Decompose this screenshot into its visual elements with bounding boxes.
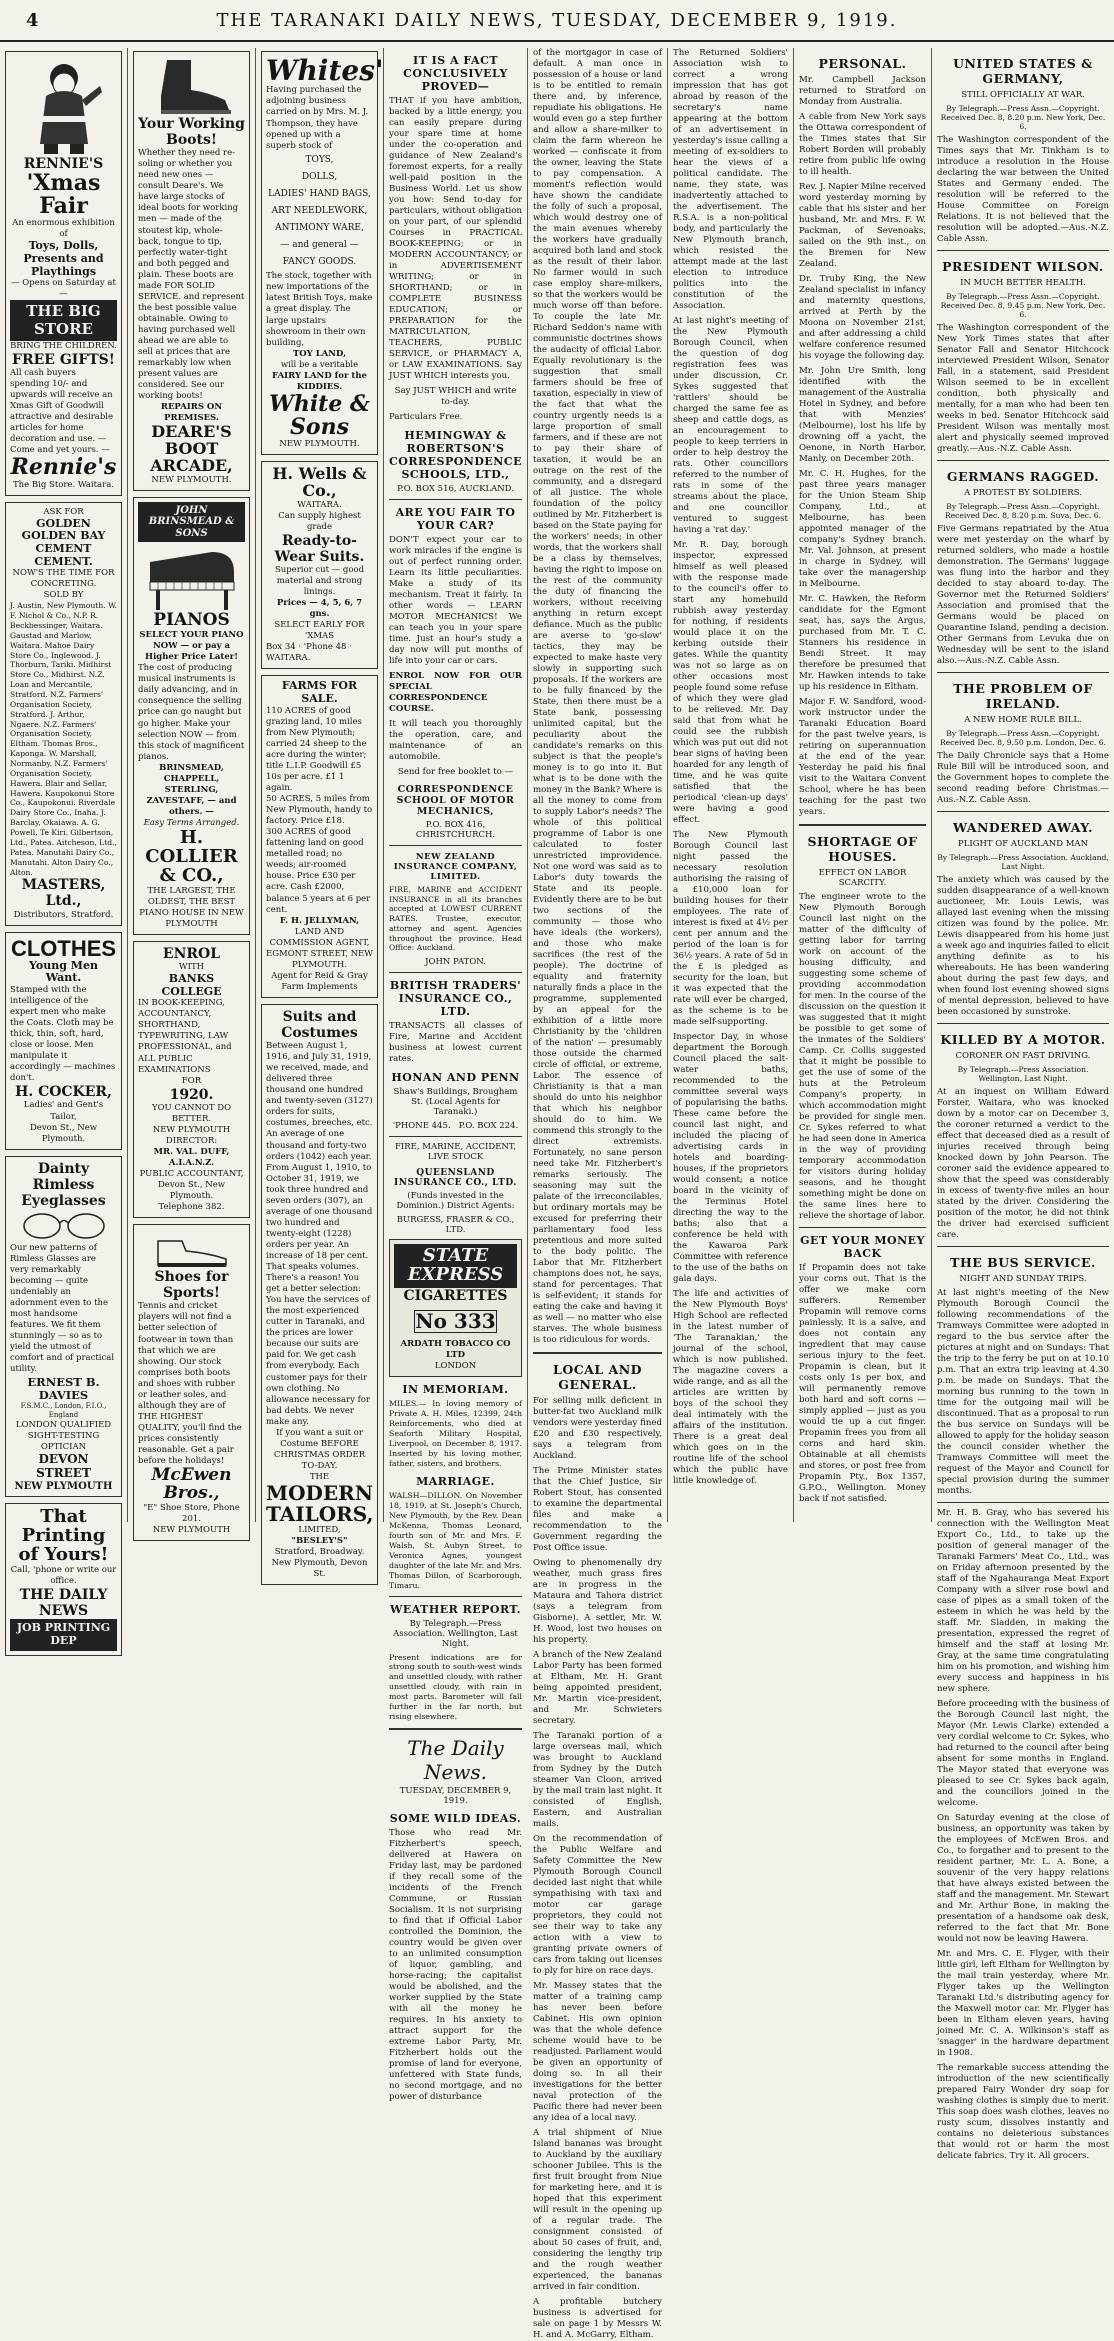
cable-title: GERMANS RAGGED.: [946, 469, 1100, 484]
modern-ltd: LIMITED,: [298, 1524, 341, 1535]
news-item: Mr. R. Day, borough inspector, expressed himself as well pleased with the response made to the council's offer to start any homebuild rubbish away yesterday for nothing, if residents would place it on the kerbing outside their gates. While the quantity was not so large as on other occasions most people found some refuse of which they were glad to be relieved. Mr. Day said that from what he could see the rubbish which was put out did not bear signs of having been hoarded for any length of time, and he was quite satisfied that the periodical 'clean-up days' were having a good effect.: [673, 540, 788, 825]
farm-entry: 50 ACRES, 5 miles from New Plymouth, handy to factory. Price £18.: [266, 794, 373, 827]
whites-body: The stock, together with new importations of the latest British Toys, make a great display. The large upstairs showroom in their own building,: [266, 271, 373, 348]
queensland-name: QUEENSLAND INSURANCE CO., LTD.: [394, 1168, 517, 1189]
farm-entry: 300 ACRES of good fattening land on good metalled road; no weeds; air-roomed house. Price £30 per acre. Cash £2000, balance 5 years at 6 per cent.: [266, 827, 371, 915]
money-body: If Propamin does not take your corns out. That is the offer we make corn sufferers. Remember Propamin will remove corns painlessly. It is a salve, and does not contain any ingredient that may cause serious injury to the feet. Propamin is clean, but it costs only 1s per box, and will permanently remove both hard and soft corns — simply applied — just as you would tie up a cut finger. Propamin frees you from all corns and hard skin. Obtainable at all chemists and stores, or post free from Propamin Pty., Box 1357, G.P.O., Wellington. Money back if not satisfied.: [799, 1263, 926, 1504]
rennie-body: An enormous exhibition of: [12, 218, 115, 240]
cable-title: WANDERED AWAY.: [953, 820, 1093, 835]
nz-insurance-name: NEW ZEALAND INSURANCE COMPANY, LIMITED.: [393, 852, 518, 882]
mcewen-left: "E" Shoe Store,: [143, 1502, 211, 1513]
boot-illustration: [147, 56, 237, 116]
davies-town: NEW PLYMOUTH: [14, 1480, 113, 1492]
modern-right: New Plymouth, Devon St.: [271, 1558, 368, 1580]
ardath-number: No 333: [415, 1308, 496, 1333]
rennie-logo: Rennie's: [10, 454, 117, 481]
banks-ad: [133, 941, 250, 1218]
santa-illustration: [24, 56, 104, 156]
editorial-body: Those who read Mr. Fitzherbert's speech, delivered at Hawera on Friday last, may be pardoned if they recall some of the incidents of the French Commune, or Russian Socialism. It is not surprising to find that if Official Labor controlled the Dominion, the country would be given over to an unlimited consumption of liquor, gambling, and horse-racing; the capitalist would be abolished, and the worker supplied by the State with all the money he requires. In his anxiety to attract support for the extreme Labor Party, Mr. Fitzherbert holds out the promise of land for everyone, unfettered with State funds, no second mortgage, and no power of disturbance: [389, 1828, 522, 2103]
news-item: Inspector Day, in whose department the Borough Council placed the salt-water baths, recommended to the committee several ways of popularising the baths. These came before the council last night, and included the placing of advertising cards in hotels and boarding-houses, if the proprietors would consent; a notice board in the vicinity of the Terminus Hotel directing the way to the baths; also that a conference be held with the Kawaroa Park Committee with reference to the use of the baths on gala days.: [673, 1032, 788, 1284]
wells-phone: 'Phone 48: [303, 642, 347, 653]
banks-with: WITH: [178, 961, 205, 972]
shortage-title: SHORTAGE OF HOUSES.: [807, 834, 918, 864]
personal-item: Dr. Truby King, the New Zealand specialist in infancy and maternity questions, arrived at Perth by the Moona on November 21st, and after addressing a child welfare conference resumed his voyage the following day.: [799, 274, 926, 361]
motor-addr: P.O. BOX 416, CHRISTCHURCH.: [415, 820, 496, 840]
memoriam-body: MILES.— In loving memory of Private A. H. Miles, 12399, 24th Reinforcements, who died at Seaforth Military Hospital, Liverpool, on December 8, 1917. Inserted by his loving mother, father, sisters, and brothers.: [389, 1399, 522, 1468]
collier-body: The cost of producing musical instruments is daily advancing, and in consequence the selling price can go naught but go higher. Make your selection NOW — from this stock of magnificent pianos.: [138, 663, 245, 762]
whites-items: [266, 152, 373, 272]
cocker-left: Devon St.,: [29, 1122, 75, 1133]
wells-select: SELECT EARLY FOR 'XMAS: [274, 620, 365, 642]
deare-repairs: REPAIRS ON PREMISES.: [160, 402, 223, 424]
whites-item: DOLLS,: [301, 171, 338, 182]
british-traders-name: BRITISH TRADERS' INSURANCE CO., LTD.: [389, 979, 522, 1019]
collier-terms: Easy Terms Arranged.: [143, 817, 240, 828]
cable-sub: A NEW HOME RULE BILL.: [964, 715, 1082, 725]
collier-headline: PIANOS: [153, 610, 230, 631]
cable-title: UNITED STATES & GERMANY,: [953, 56, 1093, 86]
wells-box: Box 34: [266, 642, 296, 653]
banks-year: 1920.: [169, 1086, 214, 1103]
cable-section: [937, 259, 1109, 455]
cable-sub: IN MUCH BETTER HEALTH.: [960, 278, 1086, 288]
modern-left: Stratford, Broadway.: [274, 1547, 365, 1558]
col8-continuation: [937, 1508, 1109, 2162]
page-number: 4: [26, 10, 39, 31]
cable-title: KILLED BY A MOTOR.: [940, 1032, 1106, 1047]
local-item: For selling milk deficient in butter-fat two Auckland milk vendors were yesterday fined £20 and £30 respectively, says a telegram from Auckland.: [533, 1396, 662, 1461]
collier-name: H. COLLIER & CO.,: [145, 826, 238, 886]
farms-title: FARMS FOR SALE.: [281, 679, 358, 706]
masters-left: Distributors,: [13, 909, 69, 920]
marriage-body: WALSH—DILLON. On November 18, 1919, at St. Joseph's Church, New Plymouth, by the Rev. Dean McKenna, Thomas Leonard, fourth son of Mr. and Mrs. F. Walsh, St. Aubyn Street, to Veronica Agnes, youngest daughter of the late Mr. and Mrs. Thomas Dillon, of Scarborough, Timaru.: [389, 1490, 522, 1590]
cable-byline: By Telegraph.—Press Association. Wellington, Last Night.: [957, 1065, 1089, 1083]
mcewen-right: Phone 201.: [182, 1502, 240, 1524]
local-item: A trial shipment of Niue Island bananas was brought to Auckland by the auxiliary schooner Jubilee. This is the first fruit brought from Niue for marketing here, and it is hoped that this experiment will result in the opening up of a regular trade. The consignment consisted of about 50 cases of fruit, and, considering the lengthy trip and the rough weather experienced, the bananas arrived in fair condition.: [533, 2128, 662, 2292]
whites-toyland: TOY LAND,: [292, 348, 347, 359]
local-general-title: LOCAL AND GENERAL.: [553, 1362, 642, 1392]
mcewen-ad: [133, 1224, 250, 1541]
rennie-ad: [5, 51, 122, 496]
cable-body: Five Germans repatriated by the Atua were met yesterday on the wharf by returned soldiers, who made a hostile demonstration. The Germans' luggage was flung into the harbor and they decided to stay aboard to-day. The Governor met the Returned Soldiers' Association and promised that the Germans would be placed on Quarantine Island, pending a decision. Other Germans from Levuka due on Wednesday will be sent to the island also.—Aus.-N.Z. Cable Assn.: [937, 524, 1109, 666]
cable-title: PRESIDENT WILSON.: [942, 259, 1104, 274]
mcewen-town: NEW PLYMOUTH: [152, 1524, 231, 1535]
banks-left: Devon St.,: [157, 1180, 203, 1191]
mcewen-body: Tennis and cricket players will not find a better selection of footwear in town than that which we are showing. Our stock comprises both boots and shoes with rubber or leather soles, and although they are of THE HIGHEST QUALITY, you'll find the prices consistently reasonable. Get a pair before the holidays!: [138, 1301, 242, 1467]
deare-headline: Your Working Boots!: [138, 116, 245, 149]
british-traders-box: P.O. BOX 224.: [458, 1121, 519, 1132]
news-item: The life and activities of the New Plymouth Boys' High School are reflected in the latest number of 'The Taranakian,' the journal of the school, which is now published. The magazine covers a wide range, and as all the articles are written by boys of the school they deal intimately with the affairs of the institution. There is a great deal which goes on in the routine life of the school which the public have little knowledge of.: [673, 1289, 788, 1486]
collier-offer: SELECT YOUR PIANO NOW — or pay a Higher Price Later!: [139, 630, 244, 663]
weather-byline: By Telegraph.—Press Association. Wellington, Last Night.: [393, 1618, 518, 1649]
local-item: The Taranaki portion of a large overseas mail, which was brought to Auckland from Sydney by the Dutch steamer Van Cloon, arrived by the mail train last night. It consisted of English, Eastern, and Australian mails.: [533, 1731, 662, 1829]
davies-cred: F.S.M.C., London, F.I.O., England: [20, 1401, 107, 1420]
column-2: [128, 48, 256, 1535]
weather-body: Present indications are for strong south to south-west winds and unsettled cloudy, with rather unsettled cloudy, with rain in most parts. Barometer will fall further in the far north, but rising elsewhere.: [389, 1652, 522, 1722]
cocker-sub: Young Men Want.: [29, 958, 98, 985]
wells-body: Superior cut — good material and strong linings.: [274, 565, 365, 598]
queensland-title: FIRE, MARINE, ACCIDENT, LIVE STOCK: [395, 1142, 516, 1163]
wells-ad: H. Wells & Co., WAITARA. Can supply highest grade Ready-to-Wear Suits. Superior cut — good material and strong linings. Prices — 4, 5, 6, 7 gns. SELECT EARLY FOR 'XMAS Box 34 · 'Phone 48 · WAITARA.: [261, 461, 378, 669]
local-item: Mr. Massey states that the matter of a training camp has never been before Cabinet. His own opinion was that the whole defence scheme would have to be readjusted. Parliament would be given an opportunity of doing so. In all their investigations for the better naval protection of the Pacific there had never been any idea of a local navy.: [533, 1981, 662, 2123]
farms-agent: F. H. JELLYMAN,: [279, 915, 360, 926]
news-item: The Returned Soldiers' Association wish to correct a wrong impression that has got abroad by reason of the secretary's name appearing at the bottom of an advertisement in yesterday's issue calling a meeting of ex-soldiers to hear the views of a political candidate. The name, they state, was inadvertently attached to the advertisement. The R.S.A. is a non-political body, and particularly the New Plymouth branch, which resisted the attempt made at the last election to introduce politics into the constitution of the Association.: [673, 48, 788, 311]
cable-section: [937, 469, 1109, 667]
editorial-title: SOME WILD IDEAS.: [389, 1812, 522, 1826]
banks-name: MR. VAL. DUFF, A.I.A.N.Z.: [153, 1146, 230, 1168]
wells-right: WAITARA.: [266, 653, 311, 664]
masters-ad: [5, 502, 122, 926]
davies-body: Our new patterns of Rimless Glasses are very remarkably becoming — quite undeniably an adornment even to the most handsome features. We fit them stunningly — so as to yield the utmost of comfort and of practical utility.: [10, 1242, 115, 1375]
whites-item: LADIES' HAND BAGS,: [268, 188, 371, 199]
wells-supply: Can supply highest grade: [278, 510, 361, 532]
news-item: The remarkable success attending the introduction of the new scientifically prepared Fairy Wonder dry soap for washing clothes is simply due to merit. This soap does wash clothes, leaves no rusty scum, dissolves instantly and contains no deleterious substances that would rot or harm the most delicate fabrics. Try it. All grocers.: [937, 2063, 1109, 2161]
cable-section: [937, 820, 1109, 1018]
cocker-ad: [5, 932, 122, 1150]
whites-item: ART NEEDLEWORK,: [271, 205, 368, 216]
personal-item: Major F. W. Sandford, wood-work instructor under the Taranaki Education Board for the past twelve years, is retiring on superannuation at the end of the year. Yesterday he paid his final visit to the Waitara Convent School, where he has been teaching for the past two years.: [799, 697, 926, 817]
modern-tailors-ad: [261, 1004, 378, 1585]
printing-dept: JOB PRINTING DEP: [10, 1619, 117, 1650]
modern-the: THE: [309, 1471, 330, 1482]
hemingway-name: HEMINGWAY & ROBERTSON'S CORRESPONDENCE SCHOOLS, LTD.,: [389, 429, 522, 481]
rennie-headline: 'Xmas Fair: [26, 170, 101, 220]
personal-item: Mr. C. H. Hughes, for the past three years manager for the Union Steam Ship Company, Ltd., at Melbourne, has been appointed manager of the company's Sydney branch. Mr. Val. Johnson, at present in charge in Sydney, will take over the managership in Melbourne.: [799, 469, 926, 589]
page-title: THE TARANAKI DAILY NEWS, TUESDAY, DECEMBER 9, 1919.: [216, 10, 898, 31]
cable-byline: By Telegraph.—Press Assn.—Copyright. Received Dec. 8, 9.50 p.m. London, Dec. 6.: [940, 729, 1106, 747]
column-4: [384, 48, 528, 2103]
cable-sub: PLIGHT OF AUCKLAND MAN: [957, 839, 1089, 849]
column-1: [0, 48, 128, 1647]
local-item: The Prime Minister states that the Chief Justice, Sir Robert Stout, has consented to examine the departmental files and make a recommendation to the Government regarding the Post Office issue.: [533, 1466, 662, 1553]
whites-will: will be a veritable: [280, 359, 359, 370]
cocker-body: Stamped with the intelligence of the expert men who make the Coats. Cloth may be thick, thin, soft, hard, close or loose. Men manipulate it accordingly — machines don't.: [10, 984, 116, 1084]
personal-item: A cable from New York says the Ottawa correspondent of the Times states that Sir Robert Borden will probably retire from public life owing to ill health.: [799, 112, 926, 177]
masters-right: Stratford.: [71, 909, 114, 920]
column-3: [256, 48, 384, 1580]
column-9: [932, 48, 1114, 2161]
hemingway-free: Particulars Free.: [389, 412, 463, 422]
cocker-headline: CLOTHES: [10, 935, 117, 961]
whites-item: — and general —: [280, 240, 359, 251]
rennie-products: Toys, Dolls, Presents and Playthings: [23, 239, 104, 278]
money-title: GET YOUR MONEY BACK: [800, 1234, 925, 1260]
deare-ad: [133, 51, 250, 491]
motor-title: ARE YOU FAIR TO YOUR CAR?: [395, 506, 516, 532]
news-item: Before proceeding with the business of the Borough Council last night, the Mayor (Mr. Lewis Clarke) extended a very cordial welcome to Cr. Sykes, who had returned to the council after being absent for some months in England. The Mayor stated that everyone was pleased to see Cr. Sykes back again, and the councillors joined in the welcome.: [937, 1699, 1109, 1808]
hemingway-say: Say JUST WHICH and write to-day.: [394, 386, 517, 407]
queensland-funds: (Funds invested in the Dominion.) District Agents:: [396, 1191, 515, 1212]
davies-street: DEVON STREET: [36, 1452, 91, 1481]
printing-headline: That Printing of Yours!: [18, 1506, 109, 1566]
cable-byline: By Telegraph.—Press Assn.—Copyright. Received Dec. 8, 8.20 p.m. New York, Dec. 6.: [940, 104, 1106, 131]
farms-ad: [261, 675, 378, 998]
rennie-footer-left: The Big Store.: [13, 479, 76, 490]
printing-body: Call, 'phone or write our office.: [10, 1565, 117, 1587]
modern-bldg: "BESLEY'S": [291, 1536, 348, 1547]
whites-item: FANCY GOODS.: [282, 257, 357, 268]
sports-shoe-illustration: [152, 1229, 232, 1269]
motor-send: Send for free booklet to —: [397, 767, 514, 777]
local-item: A profitable butchery business is advertised for sale on page 1 by Messrs W. H. and A. McGarry, Eltham.: [533, 2297, 662, 2340]
hemingway-addr: P.O. BOX 516, AUCKLAND.: [397, 484, 514, 494]
ardath-product: CIGARETTES: [403, 1287, 508, 1304]
rennie-open: — Opens on Saturday at —: [11, 278, 116, 300]
news-item: The New Plymouth Borough Council last night passed the necessary resolution authorising the raising of a £10,000 loan for building houses for their employees. The rate of interest is fixed at 4½ per cent per annum and the period of the loan is for 36½ years. A rate of 5d in the £ is pledged as security for the loan, but it was expected that the rate will ever be charged, as the scheme is to be made self-supporting.: [673, 830, 788, 1027]
cocker-trade: Ladies' and Gent's Tailor,: [23, 1100, 104, 1122]
cable-byline: By Telegraph.—Press Association. Auckland, Last Night.: [937, 853, 1109, 871]
farms-addr: EGMONT STREET, NEW PLYMOUTH.: [266, 948, 373, 970]
rennie-store: THE BIG STORE: [10, 300, 117, 341]
modern-name: MODERN TAILORS,: [266, 1480, 374, 1526]
queensland-agents: BURGESS, FRASER & CO., LTD.: [396, 1215, 515, 1236]
local-item: A branch of the New Zealand Labor Party has been formed at Eltham, Mr. H. Grant being appointed president, Mr. Martin vice-president, and Mr. Schwieters secretary.: [533, 1650, 662, 1726]
davies-name: ERNEST B. DAVIES: [27, 1374, 100, 1402]
wells-town: WAITARA.: [297, 499, 342, 510]
collier-ad: [133, 497, 250, 935]
cable-sub: A PROTEST BY SOLDIERS.: [964, 488, 1082, 498]
cable-section: [937, 56, 1109, 245]
cocker-name: H. COCKER,: [15, 1084, 112, 1101]
editorial-continued: of the mortgagor in case of default. A man once in possession of a house or land is to be entitled to remain there and, by inference, repudiate his obligations. He would even go a step further and allow a share-milker to claim the farm whereon he worked — confiscate it from the owner, leaving the State to pay compensation. A moment's reflection would have shown the candidate the folly of such a proposal, which would destroy one of the main avenues whereby the workers have gradually acquired both land and stock as the result of their labor. No farmer would in such case employ share-milkers, so that the workers would be much worse off than before. To couple the late Mr. Richard Seddon's name with communistic doctrines shows the audacity of official Labor. Equally revolutionary is the suggestion that small farmers should be free of taxation, especially in view of the fact that what the country urgently needs is a large proportion of small farmers, and if these are not to pay their share of taxation, it would be an outrage on the rest of the community, and a disregard of all justice. The whole foundation of the policy outlined by Mr. Fitzherbert is based on the State paying for the workers' needs; in other words, that the workers shall be a class by themselves, having the right to impose on the rest of the community the duty of financing the workers, without receiving anything in return except defiance. Much as the public are averse to 'go-slow' tactics, they may be expected to make haste very slowly in supporting such proposals. If the workers are to be fully financed by the State, then there must be a State bank, possessing unlimited capital, but the peculiarity about the candidate's remarks on this subject is that the people's money is to go into it. But what is to be done with the money in the Bank? Where is all the money to come from to supply Labor's needs? The whole of this political programme of Labor is one calculated to foster unrestricted improvidence. Not one word was said as to Labor's duty towards the State and its people. Evidently there are to be but two sections of the community — those who have ideals (the workers), and those who make sacrifices (the rest of the people). The doctrine of equality and fraternity naturally finds a place in the programme, supplemented by an appeal for the exhibition of a little more Christianity by the 'children of the nation' — presumably those outside the charmed circle of official, or extreme, Labor. The essence of Christianity is that a man should do unto his neighbor that which his neighbor should do to him. We commend this strongly to the direct extremists. Fortunately, no sane person need take Mr. Fitzherbert's remarks seriously. The seasoning may suit the palate of the irreconcilables, but ordinary mortals may be excused for preferring their parliamentary food less pretentious and more suited to the body politic. The Labor that Mr. Fitzherbert champions does not, he says, stand for percentages. That is self-evident; it stands for eating the cake and having it as well — no matter who else starves. The whole business is too ridiculous for words.: [533, 48, 662, 1345]
whites-name: Whites': [266, 54, 384, 87]
farm-entry: 110 ACRES of good grazing land, 10 miles from New Plymouth; carried 24 sheep to the acre during the winter; title L.I.P. Goodwill £5 10s per acre. £1 1 again.: [266, 705, 367, 794]
whites-item: TOYS,: [305, 154, 334, 165]
rennie-bring: BRING THE CHILDREN.: [10, 340, 117, 351]
cable-body: The Washington correspondent of the New York Times states that after Senator Fall and Senator Hitchcock interviewed President Wilson, Senator Fall, in a statement, said President Wilson seemed to be in excellent condition, both physically and mentally, for a man who had been ten weeks in bed. Senator Hitchcock said President Wilson was mentally most alert and physically seemed improved greatly.—Aus.-N.Z. Cable Assn.: [937, 323, 1109, 454]
davies-role: LONDON QUALIFIED SIGHT-TESTING OPTICIAN: [15, 1420, 112, 1453]
cocker-right: New Plymouth.: [41, 1122, 98, 1144]
collier-brand: JOHN BRINSMEAD & SONS: [138, 502, 245, 543]
news-item: At last night's meeting of the New Plymouth Borough Council, when the question of dog registration fees was under discussion, Cr. Sykes suggested that 'rattlers' should be charged the same fee as sheep and cattle dogs, as an encouragement to people to keep terriers in order to help destroy the rats. Other councillors referred to the number of rats in some of the streams about the place, and one councillor ventured to suggest having a 'rat day.': [673, 316, 788, 535]
masters-product: GOLDEN GOLDEN BAY CEMENT CEMENT.: [21, 516, 106, 568]
printing-ad: [5, 1503, 122, 1655]
cable-section: [937, 681, 1109, 806]
cable-title: THE PROBLEM OF IRELAND.: [953, 681, 1093, 711]
editorial-masthead: The Daily News.: [407, 1736, 504, 1785]
cable-section: [937, 1032, 1109, 1241]
whites-logo: White & Sons: [269, 390, 370, 440]
marriage-title: MARRIAGE.: [416, 1474, 495, 1488]
deare-name: DEARE'S BOOT ARCADE,: [150, 422, 233, 475]
personal-item: Mr. C. Hawken, the Reform candidate for the Egmont seat, has, says the Argus, purchased from Mr. T. C. Stanners his residence in Bendi Street. It may therefore be presumed that Mr. Hawken intends to take up his residence in Eltham.: [799, 594, 926, 692]
mcewen-name: McEwen Bros.,: [151, 1465, 232, 1503]
banks-for: FOR: [181, 1075, 202, 1086]
banks-director: NEW PLYMOUTH DIRECTOR:: [152, 1124, 231, 1146]
whites-fairy: FAIRY LAND for the KIDDIES.: [272, 370, 367, 392]
cable-byline: By Telegraph.—Press Assn.—Copyright. Received Dec. 8, 9.45 p.m. New York, Dec. 6.: [940, 292, 1106, 319]
cable-sub: STILL OFFICIALLY AT WAR.: [961, 90, 1085, 100]
british-traders-body: TRANSACTS all classes of Fire, Marine and Accident business at lowest current rates.: [389, 1021, 522, 1065]
banks-phone: Telephone 382.: [158, 1202, 225, 1213]
nz-insurance-body: FIRE, MARINE and ACCIDENT INSURANCE in all its branches accepted at LOWEST CURRENT RATES. Trustee, executor, attorney and agent. Agencies throughout the province. Head Office: Auckland.: [389, 885, 522, 953]
shortage-sub: EFFECT ON LABOR SCARCITY.: [818, 868, 907, 888]
news-item: Mr. and Mrs. C. E. Flyger, with their little girl, left Eltham for Wellington by the mail train yesterday, where Mr. Flyger takes up the Wellington Taranaki Ltd.'s distributing agency for the Maxwell motor car. Mr. Flyger has been in Eltham eleven years, having joined Mr. C. A. Wilkinson's staff as 'snagger' in the hardware department in 1908.: [937, 1949, 1109, 2058]
masters-name: MASTERS, Ltd.,: [21, 877, 106, 910]
column-5: [528, 48, 668, 2340]
collier-tag: THE LARGEST, THE OLDEST, THE BEST PIANO HOUSE IN NEW PLYMOUTH: [139, 885, 244, 929]
wells-product: Ready-to-Wear Suits.: [274, 532, 365, 565]
personal-item: Mr. John Ure Smith, long identified with the management of the Australia Hotel in Sydney, and before that with Menzies' (Melbourne), lost his life by drowning off a yacht, the Oenone, in North Harbor, Manly, on December 20th.: [799, 366, 926, 464]
ardath-ad: [389, 1239, 522, 1377]
piano-illustration: [142, 542, 242, 612]
masthead-bar: [0, 0, 1114, 42]
davies-headline: Dainty Rimless Eyeglasses: [21, 1160, 106, 1209]
masters-agents: J. Austin, New Plymouth. W. F. Nichol & Co., N.P. R. Beckbessinger, Waitara. Gaustad and Marlow, Waitara. Mahoe Dairy Store Co., Inglewood. J. Thorburn, Tariki. Midhirst Store Co., Midhirst. N.Z. Loan and Mercantile, Stratford. N.Z. Farmers' Organisation Society, Stratford. J. Arthur, Ngaere. N.Z. Farmers' Organisation Society, Eltham. Thomas Bros., Kaponga. W. Marshall, Normanby. N.Z. Farmers' Organisation Society, Hawera. Blair and Sellar, Hawera. Kaupokonui Store Co., Kaupokonui. Riverdale Dairy Store Co., Inaha. J. Barclay, Okaiawa. A. G. Powell, Te Kiri. Gilbertson, Ltd., Patea. Aitcheson, Ltd., Patea. Manutahi Dairy Co., Manutahi. Alton Dairy Co., Alton.: [10, 601, 117, 877]
british-traders-agents: HONAN AND PENN: [391, 1071, 520, 1085]
cable-section: [937, 1255, 1109, 1497]
wells-prices: Prices — 4, 5, 6, 7 gns.: [276, 598, 363, 620]
cable-title: THE BUS SERVICE.: [950, 1255, 1096, 1270]
cable-body: The anxiety which was caused by the sudden disappearance of a well-known auctioneer, Mr. Louis Lewis, was allayed last evening when the missing citizen was found by the police. Mr. Lewis disappeared from his home just a week ago and inquiries failed to elicit anything definite as to his whereabouts. He has been wandering about during the past few days, and when found lost evening showed signs of mental depression, believed to have been occasioned by sunstroke.: [937, 875, 1109, 1017]
masters-now: NOW'S THE TIME FOR CONCRETING.: [12, 568, 115, 590]
wells-name: H. Wells & Co.,: [272, 464, 367, 500]
personal-title: PERSONAL.: [818, 56, 907, 71]
masters-ask: ASK FOR: [43, 506, 84, 517]
banks-enrol: ENROL: [162, 945, 221, 962]
local-item: On the recommendation of the Public Welfare and Safety Committee the New Plymouth Borough Council decided last night that while sympathising with taxi and motor car garage proprietors, they could not see their way to take any action with a view to granting private owners of cars from taking out licenses to ply for hire on race days.: [533, 1834, 662, 1976]
ardath-city: LONDON: [434, 1361, 477, 1371]
rennie-gifts: FREE GIFTS!: [12, 351, 115, 368]
cable-body: The Washington correspondent of the Times says that Mr. Tinkham is to introduce a resolution in the House declaring the war between the United States and Germany ended. The resolution will be referred to the House Committee on Foreign Relations. It is not believed that the resolution will be adopted.—Aus.-N.Z. Cable Assn.: [937, 135, 1109, 244]
whites-intro: Having purchased the adjoining business carried on by Mrs. M. J. Thompson, they have opened up with a superb stock of: [266, 85, 369, 151]
printing-name: THE DAILY NEWS: [19, 1587, 108, 1620]
british-traders-phone: 'PHONE 445.: [392, 1121, 451, 1132]
cable-byline: By Telegraph.—Press Assn.—Copyright. Received Dec. 8, 8.20 p.m. Suva, Dec. 6.: [944, 502, 1102, 520]
personal-item: Mr. Campbell Jackson returned to Stratford on Monday from Australia.: [799, 75, 926, 107]
nz-insurance-agent: JOHN PATON.: [425, 957, 486, 968]
rennie-footer-right: Waitara.: [77, 479, 114, 490]
editorial-date: TUESDAY, DECEMBER 9, 1919.: [399, 1786, 512, 1807]
mcewen-headline: Shoes for Sports!: [154, 1269, 229, 1302]
modern-title: Suits and Costumes: [281, 1008, 358, 1042]
whites-ad: [261, 51, 384, 455]
rennie-name: RENNIE'S: [23, 156, 104, 172]
hemingway-body: THAT if you have ambition, backed by a little energy, you can easily prepare during your spare time at home under the co-operation and guidance of New Zealand's foremost experts, for a really well-paid position in the Business World. Let us show you how: Send to-day for particulars, without obligation on your part, of our splendid Courses in PRACTICAL BOOK-KEEPING; or in MODERN ACCOUNTANCY; or in ADVERTISEMENT WRITING; or in SHORTHAND; or in COMPLETE BUSINESS EDUCATION; or PREPARATION for the MATRICULATION, TEACHERS, PUBLIC SERVICE, or PHARMACY A, or LAW EXAMINATIONS. Say JUST WHICH interests you.: [389, 96, 522, 381]
eyeglasses-illustration: [16, 1209, 112, 1243]
motor-teach: It will teach you thoroughly the operation, care, and maintenance of an automobile.: [389, 719, 522, 762]
modern-body: Between August 1, 1916, and July 31, 1919, we received, made, and delivered three thousand one hundred and twenty-seven (3127) orders for suits, costumes, breeches, etc. An average of one thousand and forty-two orders (1042) each year. From August 1, 1910, to October 31, 1919, we took three hundred and seven orders (307), an average of one thousand two hundred and twenty-eight (1228) orders per year. An increase of 18 per cent. That speaks volumes. There's a reason! You get a better selection: You have the services of the most experienced cutter in Taranaki, and the prices are lower because our suits are paid for. We get cash from everybody. Each customer pays for their own clothing. No allowance necessary for bad debts. We never make any.: [266, 1041, 373, 1427]
cable-body: The Daily Chronicle says that a Home Rule Bill will be introduced soon, and the Government hopes to complete the second reading before Christmas.—Aus.-N.Z. Cable Assn.: [937, 751, 1109, 805]
news-item: On Saturday evening at the close of business, an opportunity was taken by the employees of McEwen Bros. and Co., to forgather and to present to the resident partner, Mr. L. A. Bone, a souvenir of the very happy relations that have always existed between the staff and the management. Mr. Stewart and Mr. Arthur Bone, in making the presentation of a handsome oak desk, referred to the fact that Mr. Bone would not now be leaving Hawera.: [937, 1813, 1109, 1944]
column-7: [794, 48, 932, 1522]
davies-ad: [5, 1156, 122, 1498]
cable-sub: CORONER ON FAST DRIVING.: [955, 1051, 1091, 1061]
banks-college: BANKS COLLEGE: [161, 971, 222, 998]
british-traders-addr: Shaw's Buildings, Brougham St. (Local Agents for Taranaki.): [393, 1087, 518, 1118]
motor-body: DON'T expect your car to work miracles if the engine is out of perfect running order. Learn its little peculiarities. Make a study of its mechanism. Treat it fairly. In other words — LEARN MOTOR MECHANICS! We can teach you in your spare time. Just an hour's study a day now will put months of life into your car or cars.: [389, 535, 522, 666]
cable-body: At an inquest on William Edward Forster, Waitara, who was knocked down by a motor car on December 3, the coroner returned a verdict to the effect that deceased died as a result of injuries received through being knocked down by John Pearson. The coroner said the evidence appeared to show that the speed was considerably in excess of twenty-five miles an hour stated by the driver. Considering the position of the motor, he did not think the driver had exercised sufficient care.: [937, 1087, 1109, 1240]
motor-name: CORRESPONDENCE SCHOOL OF MOTOR MECHANICS,: [396, 784, 515, 817]
banks-cannot: YOU CANNOT DO BETTER.: [151, 1102, 232, 1124]
memoriam-title: IN MEMORIAM.: [402, 1383, 509, 1397]
column-6: [668, 48, 794, 1522]
shortage-body: The engineer wrote to the New Plymouth Borough Council last night on the matter of the difficulty of getting labor for tarring work on account of the housing difficulty, and suggesting some scheme of providing accommodation for men. In the course of the discussion on the question it was suggested that it might be possible to get some of the inmates of the Soldiers' Camp. Cr. Collis suggested that it might be possible to get the use of some of the huts at the Petroleum Company's property, in which accommodation might be provided for single men. Cr. Sykes referred to what he had seen done in America in the way of providing temporary accommodation for visitors during holiday seasons, and he thought something might be done on the same lines here to relieve the shortage of labor.: [799, 892, 926, 1221]
rennie-gifts-text: All cash buyers spending 10/- and upwards will receive an Xmas Gift of Goodwill attractive and desirable articles for home decoration and use. — Come and yet yours. —: [10, 368, 114, 456]
collier-makers: BRINSMEAD, CHAPPELL, STERLING, ZAVESTAFF, — and others. —: [146, 762, 237, 817]
ardath-maker: ARDATH TOBACCO CO LTD: [400, 1338, 511, 1360]
banks-body: IN BOOK-KEEPING, ACCOUNTANCY, SHORTHAND, TYPEWRITING, LAW PROFESSIONAL, and ALL PUBLIC EXAMINATIONS: [138, 998, 232, 1075]
whites-item: ANTIMONY WARE,: [275, 223, 364, 234]
ardath-brand: STATE EXPRESS: [394, 1244, 517, 1288]
farms-role: LAND AND COMMISSION AGENT,: [269, 926, 370, 948]
deare-body: Whether they need re-soling or whether you need new ones — consult Deare's. We have large stocks of ideal boots for working men — made of the stoutest kip, whole-back, tongue to tip, perfectly water-tight and both pegged and plain. These boots are made FOR SOLID SERVICE. and represent the best possible value obtainable. Owing to having purchased well ahead we are able to sell at prices that are remarkably low when present values are considered. See our working boots!: [138, 148, 245, 402]
motor-enrol: ENROL NOW FOR OUR SPECIAL CORRESPONDENCE COURSE.: [389, 671, 522, 714]
personal-item: Rev. J. Napier Milne received word yesterday morning by cable that his sister and her husband, Mr. and Mrs. F. W. Packman, of Sevenoaks, sailed on the 9th inst., on the Bremen for New Zealand.: [799, 182, 926, 269]
modern-cta: If you want a suit or Costume BEFORE CHRISTMAS ORDER TO-DAY.: [273, 1427, 366, 1471]
deare-town: NEW PLYMOUTH.: [151, 474, 232, 485]
news-item: Mr. H. B. Gray, who has severed his connection with the Wellington Meat Export Co., Ltd., to take up the position of general manager of the Taranaki Farmers' Meat Co., Ltd., was on Friday afternoon presented by the staff of the Ngahauranga Meat Export Company with a silver rose bowl and case of pipes as a small token of the esteem in which he was held by the staff. Mr. Sladden, in making the presentation, expressed the regret of himself and the staff at losing Mr. Gray, at the same time congratulating him on his promotion, and wishing him every success and happiness in his new sphere.: [937, 1508, 1109, 1694]
banks-right: New Plymouth.: [169, 1180, 226, 1202]
banks-role: PUBLIC ACCOUNTANT,: [139, 1169, 244, 1180]
hemingway-title: IT IS A FACT CONCLUSIVELY PROVED—: [403, 54, 508, 93]
weather-title: WEATHER REPORT.: [389, 1602, 522, 1616]
cable-sub: NIGHT AND SUNDAY TRIPS.: [959, 1274, 1087, 1284]
farms-also: Agent for Reid & Gray Farm Implements: [271, 970, 368, 992]
masters-sold: SOLD BY: [43, 590, 84, 601]
local-item: Owing to phenomenally dry weather, much grass fires are in progress in the Mataura and Tahora district (says a telegram from Gisborne). A settler, Mr. W. H. Wood, lost two houses on his property.: [533, 1558, 662, 1645]
whites-town: NEW PLYMOUTH.: [279, 439, 360, 450]
cable-body: At last night's meeting of the New Plymouth Borough Council the following recommendations of the Tramways Committee were adopted in regard to the bus service after the pictures at night and on Sundays: That the trip to the ferry be put on at 10.10 p.m. That an extra trip leaving at 4.30 p.m. be made on Sundays. That the morning bus running to the town in time for the outgoing mail will be discontinued. That as a proposal to run the bus service on Sundays will be allowed to apply for the holiday season the council consider whether the Tramways Committee will meet the request of the Mayor and Council for special provision during the summer months.: [937, 1288, 1109, 1496]
